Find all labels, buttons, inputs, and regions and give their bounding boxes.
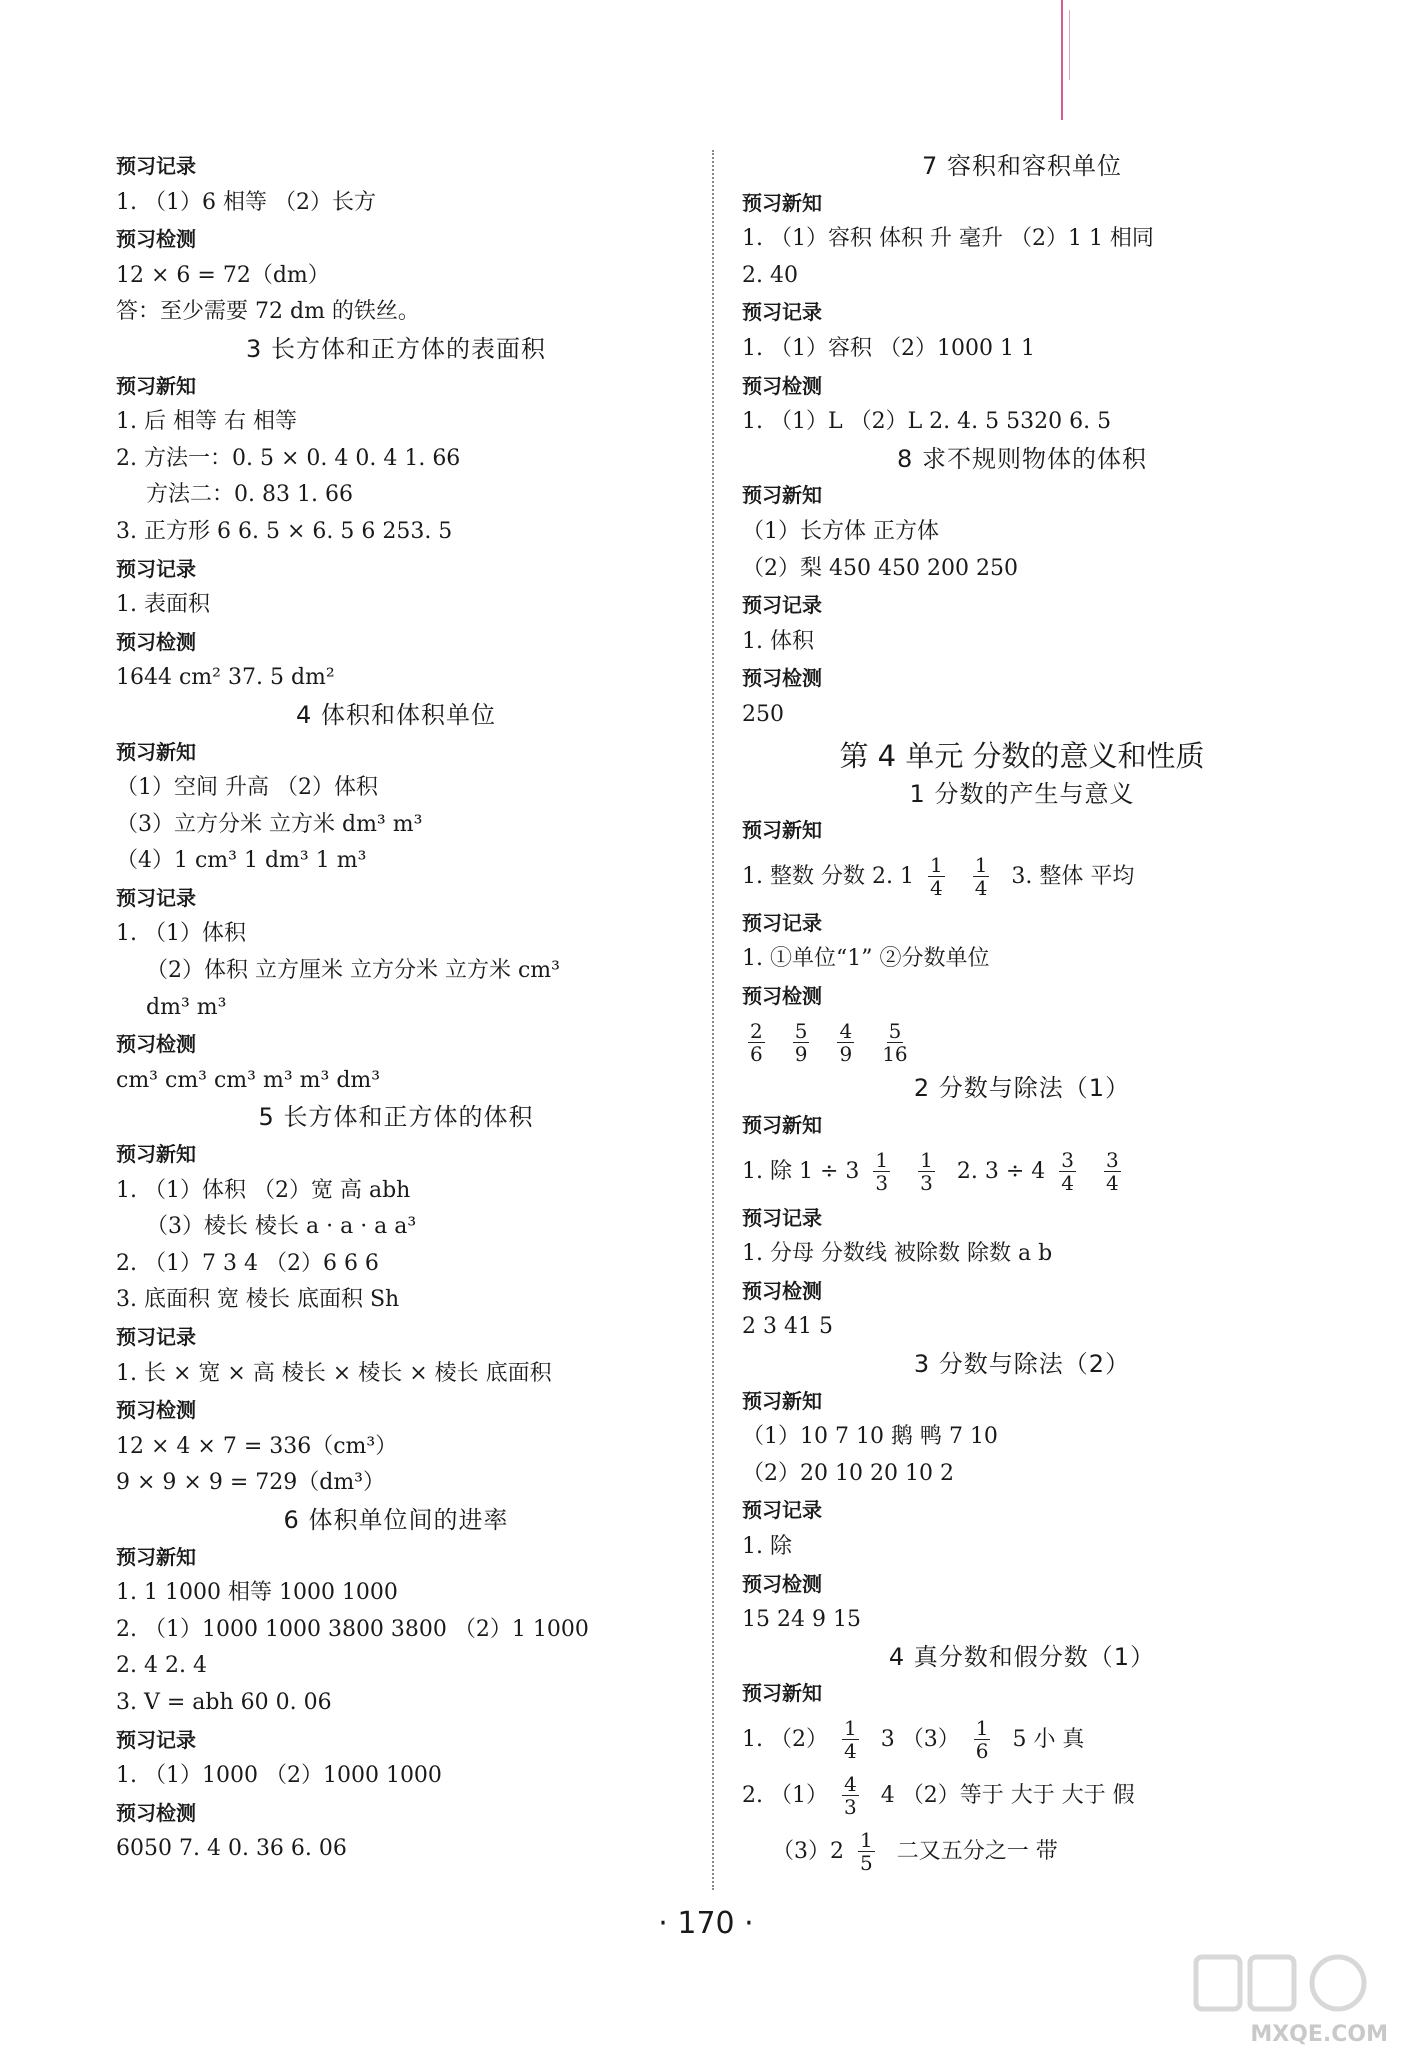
answer-text: 5 小 真 — [1012, 1726, 1085, 1752]
section-label: 预习检测 — [116, 629, 196, 654]
answer-line-fractions — [742, 1824, 1302, 1880]
section-heading: 1 分数的产生与意义 — [909, 779, 1135, 808]
watermark-sub: MXQE.COM — [1250, 2022, 1388, 2047]
section-label: 预习新知 — [742, 818, 822, 843]
answer-line: 3. 正方形 6 6. 5 × 6. 5 6 253. 5 — [116, 518, 453, 544]
section-label: 预习记录 — [742, 1205, 822, 1230]
section-heading: 5 长方体和正方体的体积 — [258, 1103, 534, 1132]
section-label: 预习检测 — [116, 1398, 196, 1423]
answer-text: 2. （1） — [742, 1782, 828, 1808]
fraction-numerator: 3 — [1061, 1148, 1075, 1173]
answer-line: （3）棱长 棱长 a · a · a a³ — [146, 1214, 417, 1240]
answer-line: 1. （1）体积 — [116, 921, 246, 947]
answer-line: 3. V = abh 60 0. 06 — [116, 1689, 332, 1715]
section-label: 预习记录 — [742, 1498, 822, 1523]
fraction-denominator: 4 — [929, 876, 943, 901]
unit-title: 第 4 单元 分数的意义和性质 — [839, 738, 1205, 773]
fraction-denominator: 9 — [794, 1041, 808, 1066]
fraction-numerator: 1 — [974, 853, 988, 878]
section-label: 预习检测 — [116, 227, 196, 252]
answer-line: （2）体积 立方厘米 立方分米 立方米 cm³ — [146, 958, 560, 984]
answer-line: 1. （1）体积 （2）宽 高 abh — [116, 1177, 411, 1203]
fraction — [858, 1829, 875, 1874]
fraction-numerator: 1 — [929, 853, 943, 878]
section-label: 预习新知 — [742, 483, 822, 508]
section-label: 预习记录 — [742, 910, 822, 935]
fraction-numerator: 5 — [888, 1018, 902, 1043]
fraction-numerator: 1 — [920, 1148, 933, 1173]
fraction — [918, 1149, 935, 1194]
section-label: 预习记录 — [116, 1325, 196, 1349]
fraction — [1104, 1149, 1121, 1194]
answer-text: 1. 除 1 ÷ 3 — [742, 1158, 860, 1184]
fraction-denominator: 4 — [1061, 1171, 1075, 1196]
answer-line: （4）1 cm³ 1 dm³ 1 m³ — [116, 848, 367, 874]
answer-line-fractions — [742, 849, 1302, 905]
answer-line: 12 × 6 = 72（dm） — [116, 262, 330, 288]
fraction — [882, 1020, 907, 1065]
answer-line: 2. 4 2. 4 — [116, 1653, 207, 1679]
answer-line: 1. （1）6 相等 （2）长方 — [116, 189, 376, 215]
section-label: 预习检测 — [742, 983, 822, 1008]
right-column — [742, 148, 1302, 1880]
section-label: 预习记录 — [116, 556, 196, 581]
answer-line: 方法二：0. 83 1. 66 — [146, 482, 353, 508]
section-label: 预习新知 — [116, 739, 196, 764]
left-column — [116, 148, 676, 1868]
fraction — [1059, 1149, 1076, 1194]
answer-line: 6050 7. 4 0. 36 6. 06 — [116, 1836, 347, 1862]
fraction-denominator: 4 — [843, 1739, 857, 1764]
fraction — [873, 1149, 890, 1194]
fraction — [837, 1020, 854, 1065]
section-label: 预习新知 — [116, 373, 196, 398]
answer-line: 2. 40 — [742, 262, 798, 288]
answer-line: （1）10 7 10 鹅 鸭 7 10 — [742, 1424, 998, 1450]
watermark-logo — [1188, 1951, 1398, 2051]
section-label: 预习检测 — [116, 1032, 196, 1057]
fraction-numerator: 4 — [843, 1772, 857, 1797]
fraction — [842, 1717, 859, 1762]
answer-text: 3. 整体 平均 — [1011, 863, 1135, 889]
answer-text: 2. 3 ÷ 4 — [956, 1158, 1046, 1184]
answer-line: 1. （1）1000 （2）1000 1000 — [116, 1763, 442, 1789]
pink-margin-line — [1061, 0, 1063, 120]
answer-line: dm³ m³ — [146, 994, 227, 1020]
fraction-denominator: 3 — [920, 1171, 933, 1196]
section-label: 预习新知 — [742, 1681, 822, 1706]
pink-margin-line-faint — [1069, 10, 1070, 80]
section-heading: 3 长方体和正方体的表面积 — [246, 334, 546, 363]
answer-line: （1）长方体 正方体 — [742, 518, 939, 544]
fraction-numerator: 1 — [843, 1716, 857, 1741]
fraction-denominator: 9 — [839, 1041, 853, 1066]
fraction-denominator: 3 — [843, 1795, 857, 1820]
answer-line-fractions — [742, 1712, 1302, 1768]
answer-line-fractions — [742, 1014, 1302, 1070]
section-label: 预习检测 — [742, 373, 822, 398]
fraction-numerator: 3 — [1106, 1148, 1119, 1173]
fraction — [928, 854, 945, 899]
answer-line: （2）20 10 20 10 2 — [742, 1460, 954, 1486]
answer-line: 3. 底面积 宽 棱长 底面积 Sh — [116, 1287, 400, 1313]
section-heading: 2 分数与除法（1） — [913, 1074, 1131, 1103]
answer-text: 1. 整数 分数 2. 1 — [742, 863, 914, 889]
page-number: · 170 · — [658, 1906, 754, 1941]
answer-line: 2. （1）7 3 4 （2）6 6 6 — [116, 1250, 379, 1276]
fraction-denominator: 4 — [1106, 1171, 1119, 1196]
section-label: 预习新知 — [742, 190, 822, 215]
fraction-denominator: 6 — [975, 1739, 989, 1764]
fraction-denominator: 4 — [974, 876, 988, 901]
section-label: 预习记录 — [742, 300, 822, 325]
section-heading: 8 求不规则物体的体积 — [897, 444, 1147, 473]
answer-line: 250 — [742, 701, 784, 727]
answer-line: 1. 除 — [742, 1534, 792, 1559]
section-heading: 4 体积和体积单位 — [296, 700, 496, 729]
answer-text: 4 （2）等于 大于 大于 假 — [880, 1782, 1135, 1808]
answer-line: cm³ cm³ cm³ m³ m³ dm³ — [116, 1067, 381, 1093]
fraction-denominator: 6 — [750, 1041, 763, 1066]
fraction-numerator: 2 — [750, 1018, 763, 1043]
section-label: 预习新知 — [116, 1142, 196, 1167]
answer-line: 15 24 9 15 — [742, 1607, 861, 1633]
fraction — [842, 1773, 859, 1818]
answer-line: 1. 长 × 宽 × 高 棱长 × 棱长 × 棱长 底面积 — [116, 1360, 552, 1386]
fraction — [748, 1020, 765, 1065]
answer-line: 1. （1）容积 体积 升 毫升 （2）1 1 相同 — [742, 226, 1154, 252]
fraction-numerator: 1 — [875, 1148, 889, 1173]
answer-line: 1. 表面积 — [116, 592, 210, 618]
fraction-numerator: 1 — [975, 1716, 989, 1741]
answer-line: 2 3 41 5 — [742, 1314, 833, 1340]
answer-line: （2）梨 450 450 200 250 — [742, 555, 1018, 581]
answer-text: （3）2 — [772, 1838, 844, 1864]
answer-line: 答：至少需要 72 dm 的铁丝。 — [116, 299, 420, 325]
section-label: 预习检测 — [742, 666, 822, 691]
section-label: 预习记录 — [742, 593, 822, 618]
fraction-numerator: 1 — [860, 1828, 873, 1853]
section-heading: 3 分数与除法（2） — [913, 1350, 1131, 1379]
section-label: 预习检测 — [742, 1571, 822, 1596]
answer-line: 12 × 4 × 7 = 336（cm³） — [116, 1433, 398, 1459]
answer-line: 1644 cm² 37. 5 dm² — [116, 665, 335, 691]
answer-text: 3 （3） — [880, 1726, 960, 1752]
answer-text: 二又五分之一 带 — [896, 1838, 1058, 1864]
section-heading: 7 容积和容积单位 — [922, 152, 1122, 180]
section-label: 预习记录 — [116, 1727, 196, 1752]
column-divider — [712, 150, 714, 1890]
answer-line: 1. 后 相等 右 相等 — [116, 409, 297, 435]
section-label: 预习记录 — [116, 885, 196, 910]
answer-line: （3）立方分米 立方米 dm³ m³ — [116, 811, 423, 837]
answer-line: 9 × 9 × 9 = 729（dm³） — [116, 1470, 386, 1496]
answer-line: 1. ①单位“1” ②分数单位 — [742, 946, 990, 972]
answer-line: 1. 1 1000 相等 1000 1000 — [116, 1580, 398, 1606]
answer-text: 1. （2） — [742, 1726, 828, 1752]
section-label: 预习新知 — [116, 1544, 196, 1569]
fraction-numerator: 4 — [839, 1018, 853, 1043]
fraction — [793, 1020, 810, 1065]
section-label: 预习记录 — [116, 154, 196, 178]
answer-line: 2. （1）1000 1000 3800 3800 （2）1 1000 — [116, 1616, 589, 1642]
fraction — [973, 854, 990, 899]
answer-line-fractions — [742, 1144, 1302, 1200]
answer-line: 1. 体积 — [742, 628, 814, 654]
fraction-numerator: 5 — [794, 1018, 808, 1043]
answer-line: 1. （1）容积 （2）1000 1 1 — [742, 335, 1035, 361]
section-heading: 6 体积单位间的进率 — [283, 1505, 509, 1534]
section-label: 预习新知 — [742, 1388, 822, 1413]
section-label: 预习新知 — [742, 1113, 822, 1138]
fraction-denominator: 5 — [860, 1851, 873, 1876]
answer-line-fractions — [742, 1768, 1302, 1824]
answer-line: （1）空间 升高 （2）体积 — [116, 775, 378, 801]
section-label: 预习检测 — [742, 1278, 822, 1303]
answer-line: 2. 方法一：0. 5 × 0. 4 0. 4 1. 66 — [116, 445, 461, 471]
fraction-denominator: 3 — [875, 1171, 889, 1196]
answer-line: 1. （1）L （2）L 2. 4. 5 5320 6. 5 — [742, 409, 1112, 435]
section-heading: 4 真分数和假分数（1） — [888, 1642, 1156, 1671]
section-label: 预习检测 — [116, 1800, 196, 1825]
fraction — [974, 1717, 991, 1762]
answer-line: 1. 分母 分数线 被除数 除数 a b — [742, 1241, 1053, 1267]
fraction-denominator: 16 — [882, 1041, 908, 1066]
